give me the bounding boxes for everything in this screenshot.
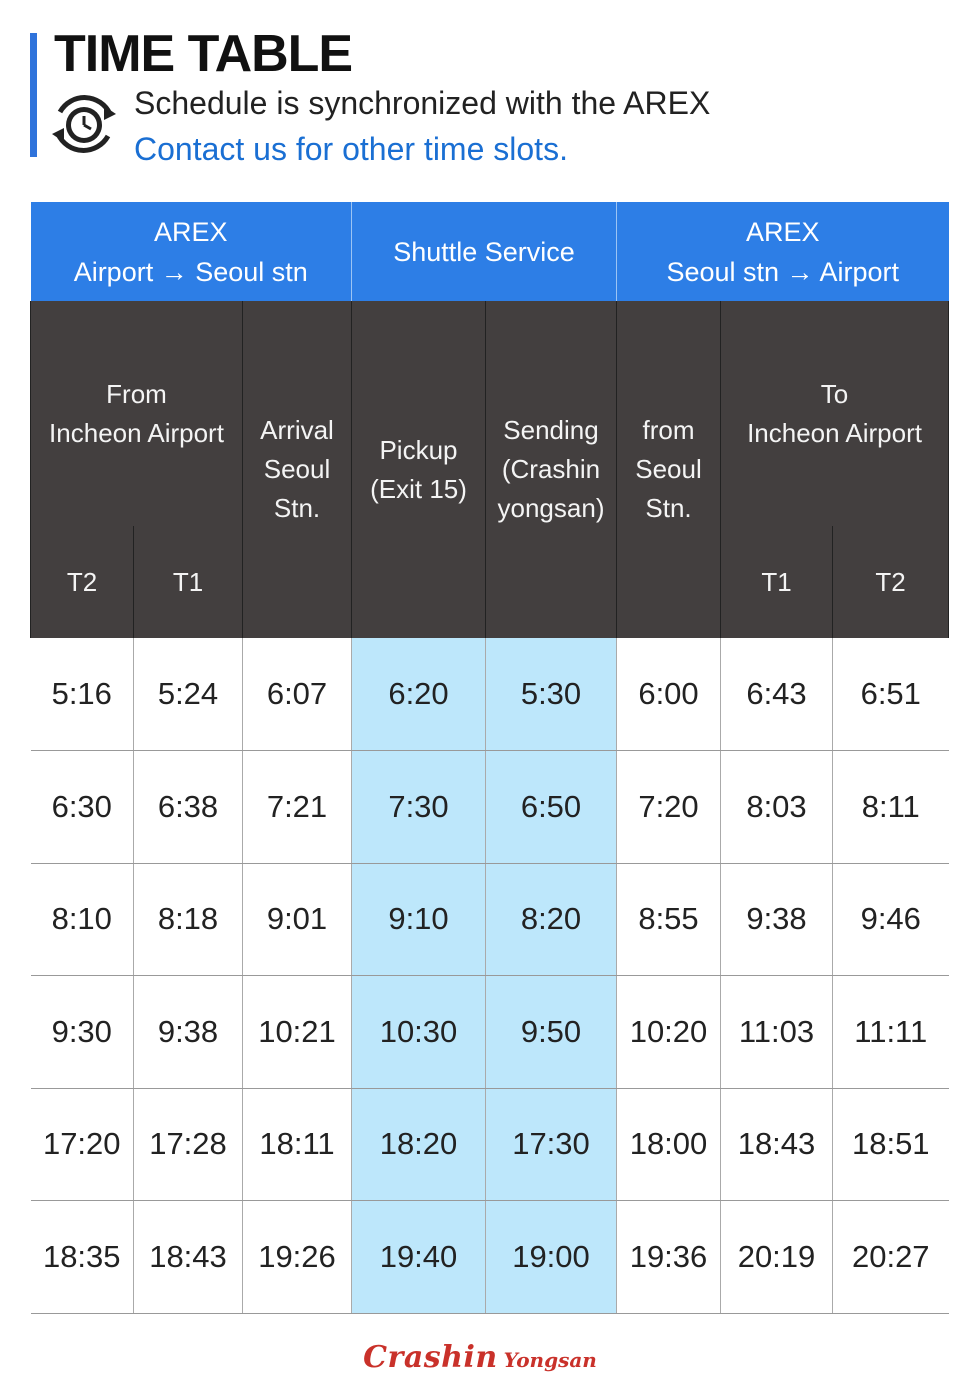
- time-cell: 10:21: [243, 976, 352, 1089]
- time-cell: 5:16: [31, 638, 134, 751]
- contact-link[interactable]: Contact us for other time slots.: [134, 131, 568, 167]
- time-cell: 11:03: [721, 976, 833, 1089]
- time-cell: 19:36: [617, 1201, 721, 1314]
- timetable-body: [31, 638, 949, 1313]
- accent-bar: [30, 33, 37, 157]
- group-shuttle-label: Shuttle Service: [393, 236, 575, 267]
- time-cell: 6:07: [243, 638, 352, 751]
- group-arex-inbound-line1: AREX: [153, 216, 228, 247]
- time-cell: 19:26: [243, 1201, 352, 1314]
- col-from-seoul-line2: Seoul: [635, 454, 702, 484]
- time-cell: 7:20: [617, 751, 721, 864]
- column-header-row: [31, 301, 949, 526]
- time-cell: 6:00: [617, 638, 721, 751]
- col-from-seoul-stn: [617, 301, 721, 638]
- timetable: [30, 202, 949, 1314]
- time-cell: 9:38: [721, 863, 833, 976]
- col-from-incheon-airport: [31, 301, 243, 526]
- group-arex-outbound-line2: Seoul stn → Airport: [666, 256, 900, 287]
- time-cell: 8:55: [617, 863, 721, 976]
- time-cell: 20:27: [833, 1201, 949, 1314]
- time-cell: 10:20: [617, 976, 721, 1089]
- time-cell: 8:18: [134, 863, 243, 976]
- col-to-incheon-airport: [721, 301, 949, 526]
- table-row: [31, 751, 949, 864]
- group-arex-inbound: [31, 202, 352, 301]
- logo-main: Crashin: [363, 1340, 498, 1375]
- time-cell: 9:01: [243, 863, 352, 976]
- table-row: [31, 863, 949, 976]
- group-arex-outbound-line1: AREX: [745, 216, 820, 247]
- time-cell: 20:19: [721, 1201, 833, 1314]
- time-cell: 18:43: [721, 1088, 833, 1201]
- time-cell: 10:30: [352, 976, 486, 1089]
- time-cell: 8:03: [721, 751, 833, 864]
- group-arex-outbound: [617, 202, 949, 301]
- time-cell: 7:30: [352, 751, 486, 864]
- time-cell: 18:11: [243, 1088, 352, 1201]
- table-row: [31, 1201, 949, 1314]
- crashin-yongsan-logo: [0, 1340, 960, 1375]
- col-to-airport-line1: To: [820, 378, 849, 409]
- time-cell: 7:21: [243, 751, 352, 864]
- time-cell: 6:43: [721, 638, 833, 751]
- time-cell: 9:46: [833, 863, 949, 976]
- col-arrival-line1: Arrival: [260, 415, 334, 445]
- time-cell: 19:00: [486, 1201, 617, 1314]
- col-sending-line1: Sending: [503, 415, 599, 445]
- col-sending-line2: (Crashin: [501, 454, 601, 484]
- time-cell: 8:10: [31, 863, 134, 976]
- time-cell: 18:35: [31, 1201, 134, 1314]
- time-cell: 17:28: [134, 1088, 243, 1201]
- group-arex-inbound-line2: Airport → Seoul stn: [73, 256, 308, 287]
- time-cell: 18:43: [134, 1201, 243, 1314]
- col-from-airport-line2: Incheon Airport: [49, 417, 224, 448]
- time-cell: 5:30: [486, 638, 617, 751]
- col-t1-inbound: T1: [134, 526, 243, 638]
- time-cell: 18:51: [833, 1088, 949, 1201]
- col-pickup-line1: Pickup: [379, 434, 458, 465]
- time-cell: 5:24: [134, 638, 243, 751]
- col-arrival-seoul-stn: [243, 301, 352, 638]
- table-row: [31, 638, 949, 751]
- subtitle: Schedule is synchronized with the AREX: [134, 85, 711, 121]
- time-cell: 9:30: [31, 976, 134, 1089]
- time-cell: 8:11: [833, 751, 949, 864]
- time-cell: 9:50: [486, 976, 617, 1089]
- time-cell: 8:20: [486, 863, 617, 976]
- col-sending: [486, 301, 617, 638]
- logo-sub: Yongsan: [503, 1348, 597, 1372]
- group-shuttle-service: [352, 202, 617, 301]
- col-arrival-line2: Seoul: [263, 454, 331, 484]
- time-cell: 18:20: [352, 1088, 486, 1201]
- time-cell: 6:20: [352, 638, 486, 751]
- time-cell: 9:10: [352, 863, 486, 976]
- time-cell: 6:50: [486, 751, 617, 864]
- col-from-airport-line1: From: [106, 378, 167, 409]
- time-cell: 9:38: [134, 976, 243, 1089]
- col-t1-outbound: T1: [721, 526, 833, 638]
- clock-sync-icon: [46, 92, 122, 158]
- col-to-airport-line2: Incheon Airport: [747, 417, 922, 448]
- time-cell: 17:20: [31, 1088, 134, 1201]
- time-cell: 19:40: [352, 1201, 486, 1314]
- table-row: [31, 1088, 949, 1201]
- time-cell: 18:00: [617, 1088, 721, 1201]
- page-title: TIME TABLE: [54, 25, 353, 83]
- col-pickup: [352, 301, 486, 638]
- col-t2-inbound: T2: [31, 526, 134, 638]
- col-from-seoul-line1: from: [642, 415, 695, 445]
- time-cell: 6:51: [833, 638, 949, 751]
- col-from-seoul-line3: Stn.: [645, 493, 692, 523]
- col-t2-outbound: T2: [833, 526, 949, 638]
- time-cell: 6:30: [31, 751, 134, 864]
- table-row: [31, 976, 949, 1089]
- group-header-row: [31, 202, 949, 301]
- time-cell: 11:11: [833, 976, 949, 1089]
- col-pickup-line2: (Exit 15): [370, 473, 467, 504]
- col-sending-line3: yongsan): [497, 493, 605, 523]
- time-cell: 17:30: [486, 1088, 617, 1201]
- time-cell: 6:38: [134, 751, 243, 864]
- col-arrival-line3: Stn.: [273, 493, 321, 523]
